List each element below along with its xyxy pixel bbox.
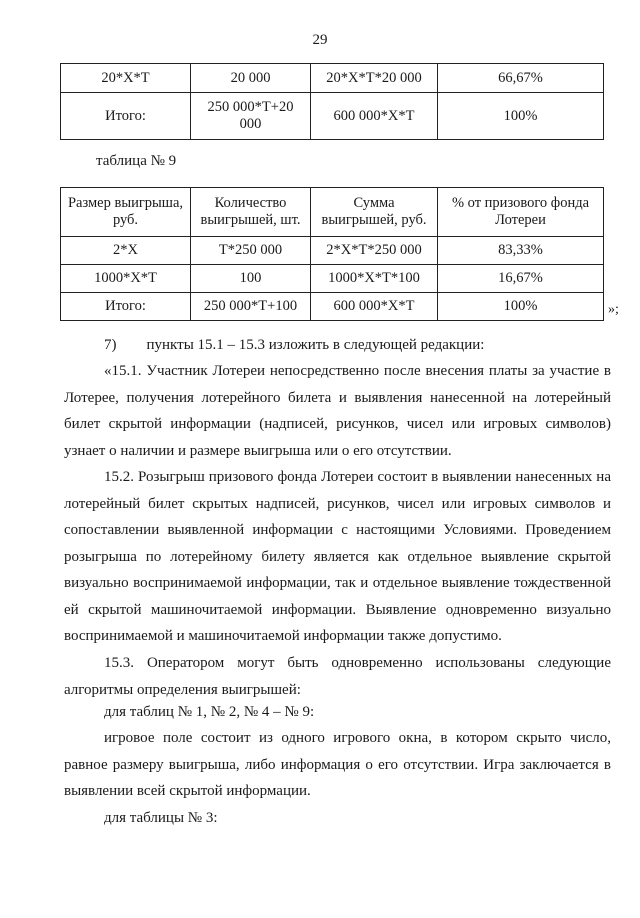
table-cell: 250 000*Т+100 <box>191 293 311 321</box>
table-cell: 20*Х*Т <box>61 64 191 93</box>
table-row <box>61 293 604 321</box>
table-cell: 16,67% <box>438 265 604 293</box>
algorithm-heading-tables-1-9: для таблиц № 1, № 2, № 4 – № 9: <box>104 704 315 720</box>
column-header: Количество выигрышей, шт. <box>191 188 311 237</box>
paragraph-15-1: «15.1. Участник Лотереи непосредственно после внесения платы за участие в Лотерее, получения лотерейного билета и выявления нанесенной на лотерейный билет скрытой информации (надписей, рисунков, чисел или игровых символов) узнает о наличии и размере выигрыша или о его отсутствии. <box>64 363 611 459</box>
table-cell: 100% <box>438 93 604 140</box>
table-cell: 83,33% <box>438 237 604 265</box>
paragraph-15-2: 15.2. Розыгрыш призового фонда Лотереи состоит в выявлении нанесенных на лотерейный билет скрытых надписей, рисунков, чисел или игровых символов и сопоставлении выявленной информации с настоящими Условиями. Проведением розыгрыша по лотерейному билету является как отдельное выявление скрытой визуально воспринимаемой информации, так и отдельное выявление тождественной ей скрытой машиночитаемой информации. Выявление одновременно визуально воспринимаемой и машиночитаемой информации также допустимо. <box>64 469 611 644</box>
item-7: 7) пункты 15.1 – 15.3 изложить в следующей редакции: <box>104 337 485 353</box>
table-cell: 100% <box>438 293 604 321</box>
table-row <box>61 64 604 93</box>
table-cell: 66,67% <box>438 64 604 93</box>
table-cell: 600 000*Х*Т <box>311 93 438 140</box>
column-header: % от призового фонда Лотереи <box>438 188 604 237</box>
table-header-row <box>61 188 604 237</box>
table-cell: 250 000*Т+20 000 <box>191 93 311 140</box>
column-header: Размер выигрыша, руб. <box>61 188 191 237</box>
paragraph-15-3: 15.3. Оператором могут быть одновременно использованы следующие алгоритмы определения выигрышей: <box>64 655 611 698</box>
table-row <box>61 265 604 293</box>
table-9 <box>60 187 604 321</box>
table-continued <box>60 63 604 140</box>
table-row <box>61 237 604 265</box>
table-closing-quote: »; <box>608 302 619 317</box>
table-cell: Т*250 000 <box>191 237 311 265</box>
table-cell: 20 000 <box>191 64 311 93</box>
table-caption: таблица № 9 <box>96 153 177 169</box>
page-number: 29 <box>312 32 328 48</box>
table-cell: 20*Х*Т*20 000 <box>311 64 438 93</box>
column-header: Сумма выигрышей, руб. <box>311 188 438 237</box>
table-row <box>61 93 604 140</box>
table-cell: 1000*Х*Т*100 <box>311 265 438 293</box>
table-cell: Итого: <box>61 293 191 321</box>
table-cell: 2*Х <box>61 237 191 265</box>
table-cell: 600 000*Х*Т <box>311 293 438 321</box>
paragraph-game-field: игровое поле состоит из одного игрового окна, в котором скрыто число, равное размеру выигрыша, либо информация о его отсутствии. Игра заключается в выявлении всей скрытой информации. <box>64 730 611 799</box>
algorithm-heading-table-3: для таблицы № 3: <box>104 810 218 826</box>
table-cell: 1000*Х*Т <box>61 265 191 293</box>
table-cell: 100 <box>191 265 311 293</box>
table-cell: Итого: <box>61 93 191 140</box>
table-cell: 2*Х*Т*250 000 <box>311 237 438 265</box>
